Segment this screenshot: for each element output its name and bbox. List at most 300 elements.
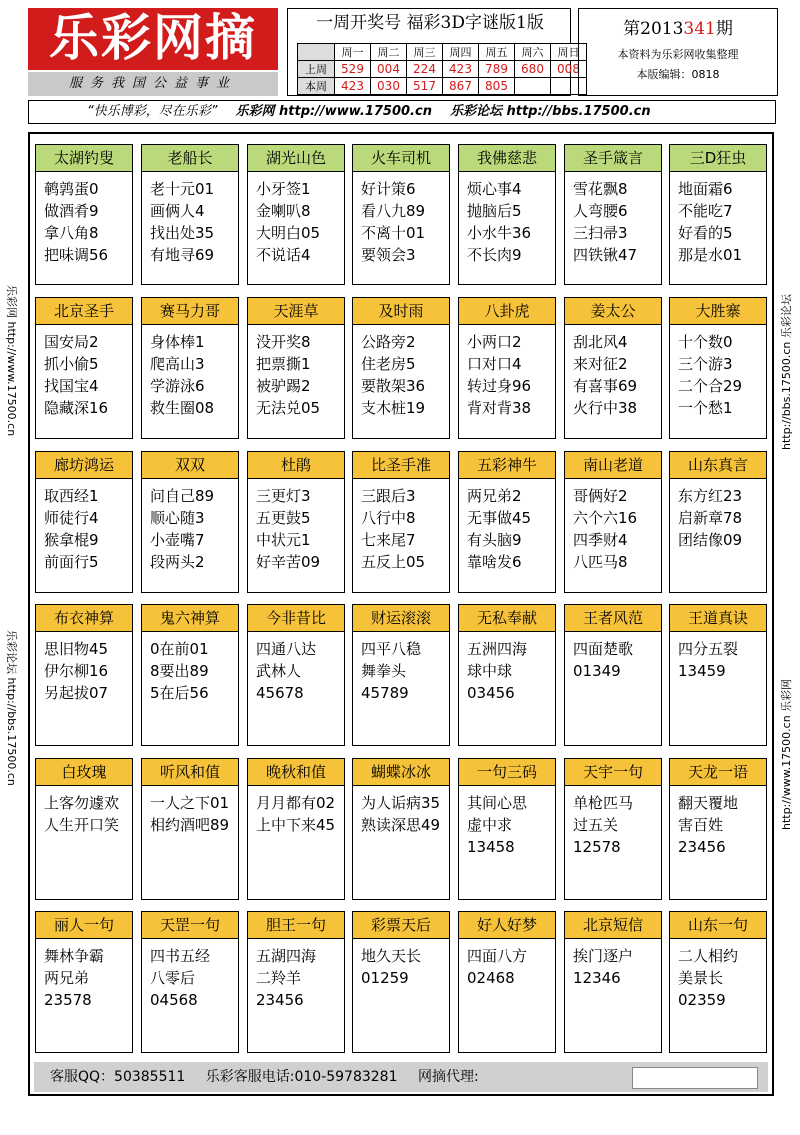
riddle-card-body <box>35 478 133 593</box>
riddle-card-title: 白玫瑰 <box>35 758 133 785</box>
riddle-line: 要领会3 <box>361 246 416 264</box>
riddle-card <box>564 911 662 1053</box>
draw-number: 030 <box>371 78 407 95</box>
issue-number <box>580 14 776 39</box>
riddle-card-body <box>564 478 662 593</box>
riddle-line: 四季财4 <box>573 531 628 549</box>
slogan-bar <box>28 100 776 124</box>
riddle-line: 国安局2 <box>44 333 99 351</box>
riddle-card <box>564 758 662 900</box>
riddle-line: 八匹马8 <box>573 553 628 571</box>
riddle-line: 老十元01 <box>150 180 215 198</box>
riddle-card <box>247 144 345 285</box>
riddle-card-body <box>352 478 450 593</box>
riddle-line: 五洲四海 <box>467 640 528 658</box>
riddle-card-body <box>247 324 345 439</box>
forum-link[interactable]: 乐彩论坛 http://bbs.17500.cn <box>449 104 651 119</box>
riddle-line: 四通八达 <box>256 640 317 658</box>
riddle-line: 鹌鹑蛋0 <box>44 180 99 198</box>
draw-number: 529 <box>335 61 371 78</box>
riddle-line: 23456 <box>256 991 304 1009</box>
riddle-line: 另起拔07 <box>44 684 109 702</box>
riddle-card-body <box>35 171 133 285</box>
riddle-card-body <box>247 478 345 593</box>
riddle-card-body <box>669 785 767 900</box>
riddle-line: 口对口4 <box>467 355 522 373</box>
draw-number <box>515 78 551 95</box>
riddle-line: 无事做45 <box>467 509 532 527</box>
riddle-line: 烦心事4 <box>467 180 522 198</box>
riddle-line: 八零后 <box>150 969 196 987</box>
riddle-line: 顺心随3 <box>150 509 205 527</box>
riddle-line: 五湖四海 <box>256 947 317 965</box>
riddle-card-body <box>458 478 556 593</box>
riddle-line: 45678 <box>256 684 304 702</box>
riddle-card <box>458 604 556 746</box>
riddle-card-title: 廊坊鸿运 <box>35 451 133 478</box>
riddle-card-body <box>564 631 662 746</box>
riddle-line: 有地寻69 <box>150 246 215 264</box>
riddle-line: 二人相约 <box>678 947 739 965</box>
riddle-line: 一人之下01 <box>150 794 230 812</box>
riddle-line: 13458 <box>467 838 515 856</box>
riddle-line: 哥俩好2 <box>573 487 628 505</box>
riddle-card <box>458 451 556 593</box>
riddle-line: 小牙签1 <box>256 180 311 198</box>
riddle-card-body <box>141 171 239 285</box>
riddle-card-title: 今非昔比 <box>247 604 345 631</box>
riddle-card-title: 财运滚滚 <box>352 604 450 631</box>
riddle-line: 一个愁1 <box>678 399 733 417</box>
riddle-card-body <box>141 785 239 900</box>
riddle-line: 04568 <box>150 991 198 1009</box>
riddle-card-title: 老船长 <box>141 144 239 171</box>
riddle-line: 人生开口笑 <box>44 816 120 834</box>
riddle-line: 四书五经 <box>150 947 211 965</box>
riddle-card-body <box>458 938 556 1053</box>
riddle-card-body <box>564 324 662 439</box>
riddle-card-title: 听风和值 <box>141 758 239 785</box>
riddle-card <box>35 451 133 593</box>
riddle-line: 被驴踢2 <box>256 377 311 395</box>
side-text-left-bottom: 乐彩论坛 http://bbs.17500.cn <box>5 630 18 786</box>
agent-box <box>632 1067 758 1089</box>
draw-table-head <box>298 44 587 61</box>
riddle-line: 两兄弟2 <box>467 487 522 505</box>
riddle-card-title: 八卦虎 <box>458 297 556 324</box>
riddle-card-title: 我佛慈悲 <box>458 144 556 171</box>
riddle-card <box>458 297 556 439</box>
riddle-line: 舞林争霸 <box>44 947 105 965</box>
riddle-card <box>669 758 767 900</box>
riddle-card <box>141 297 239 439</box>
riddle-line: 02359 <box>678 991 726 1009</box>
day-header: 周日 <box>551 44 587 61</box>
riddle-line: 不离十01 <box>361 224 426 242</box>
riddle-line: 为人诟病35 <box>361 794 441 812</box>
riddle-card-body <box>35 324 133 439</box>
day-header: 周五 <box>479 44 515 61</box>
draw-row-this-week <box>298 78 587 95</box>
riddle-card <box>458 758 556 900</box>
riddle-line: 东方红23 <box>678 487 743 505</box>
riddle-card-title: 晚秋和值 <box>247 758 345 785</box>
draw-number: 517 <box>407 78 443 95</box>
riddle-line: 三扫帚3 <box>573 224 628 242</box>
riddle-card-body <box>352 938 450 1053</box>
riddle-line: 害百姓 <box>678 816 724 834</box>
draw-table-corner <box>298 44 335 61</box>
riddle-card <box>352 297 450 439</box>
riddle-line: 思旧物45 <box>44 640 109 658</box>
site-link[interactable]: 乐彩网 http://www.17500.cn <box>235 104 432 119</box>
riddle-card-body <box>35 785 133 900</box>
riddle-card <box>669 297 767 439</box>
day-header: 周二 <box>371 44 407 61</box>
day-header: 周六 <box>515 44 551 61</box>
riddle-line: 伊尔柳16 <box>44 662 109 680</box>
riddle-card <box>35 604 133 746</box>
riddle-card <box>352 144 450 285</box>
riddle-card <box>141 758 239 900</box>
riddle-line: 45789 <box>361 684 409 702</box>
draw-number: 789 <box>479 61 515 78</box>
draw-number: 805 <box>479 78 515 95</box>
riddle-line: 团结像09 <box>678 531 743 549</box>
riddle-line: 好看的5 <box>678 224 733 242</box>
riddle-line: 舞拳头 <box>361 662 407 680</box>
riddle-line: 其间心思 <box>467 794 528 812</box>
riddle-card-body <box>141 631 239 746</box>
riddle-card-title: 三D狂虫 <box>669 144 767 171</box>
logo: 乐彩网摘 <box>49 8 257 67</box>
riddle-line: 好计策6 <box>361 180 416 198</box>
riddle-line: 段两头2 <box>150 553 205 571</box>
riddle-card-title: 王道真诀 <box>669 604 767 631</box>
riddle-card-title: 蝴蝶冰冰 <box>352 758 450 785</box>
riddle-line: 五反上05 <box>361 553 426 571</box>
riddle-line: 把味调56 <box>44 246 109 264</box>
slogan-quote: “快乐博彩，尽在乐彩” <box>87 104 218 119</box>
riddle-line: 找出处35 <box>150 224 215 242</box>
riddle-line: 公路旁2 <box>361 333 416 351</box>
riddle-card <box>141 911 239 1053</box>
draw-row-last-week <box>298 61 587 78</box>
riddle-card <box>35 911 133 1053</box>
riddle-card-body <box>352 631 450 746</box>
riddle-card-title: 比圣手准 <box>352 451 450 478</box>
riddle-card-body <box>564 785 662 900</box>
riddle-card-title: 一句三码 <box>458 758 556 785</box>
riddle-card <box>35 297 133 439</box>
riddle-line: 不长肉9 <box>467 246 522 264</box>
riddle-line: 0在前01 <box>150 640 209 658</box>
riddle-line: 有头脑9 <box>467 531 522 549</box>
riddle-card-body <box>141 478 239 593</box>
riddle-line: 虚中求 <box>467 816 513 834</box>
riddle-card-body <box>564 171 662 285</box>
riddle-card-title: 姜太公 <box>564 297 662 324</box>
footer-agent: 网摘代理: <box>417 1069 479 1085</box>
riddle-line: 来对征2 <box>573 355 628 373</box>
riddle-card-body <box>35 631 133 746</box>
riddle-line: 03456 <box>467 684 515 702</box>
riddle-card-body <box>247 785 345 900</box>
riddle-card-body <box>458 631 556 746</box>
riddle-card-body <box>669 171 767 285</box>
riddle-card-title: 北京圣手 <box>35 297 133 324</box>
riddle-line: 火行中38 <box>573 399 638 417</box>
riddle-line: 支木桩19 <box>361 399 426 417</box>
riddle-card-title: 天罡一句 <box>141 911 239 938</box>
issue-source-note: 本资料为乐彩网收集整理 <box>617 48 739 61</box>
riddle-card-title: 大胜寨 <box>669 297 767 324</box>
riddle-line: 二个合29 <box>678 377 743 395</box>
riddle-line: 身体棒1 <box>150 333 205 351</box>
riddle-line: 把票撕1 <box>256 355 311 373</box>
riddle-card <box>141 144 239 285</box>
riddle-card <box>247 911 345 1053</box>
riddle-line: 相约酒吧89 <box>150 816 230 834</box>
riddle-card-title: 天涯草 <box>247 297 345 324</box>
riddle-line: 抛脑后5 <box>467 202 522 220</box>
draw-number: 008 <box>551 61 587 78</box>
riddle-card-title: 布衣神算 <box>35 604 133 631</box>
day-header: 周四 <box>443 44 479 61</box>
riddle-line: 三跟后3 <box>361 487 416 505</box>
riddle-card <box>141 451 239 593</box>
riddle-card-title: 五彩神牛 <box>458 451 556 478</box>
draw-panel-title: 一周开奖号 福彩3D字谜版1版 <box>316 13 544 33</box>
riddle-line: 二羚羊 <box>256 969 302 987</box>
riddle-line: 背对背38 <box>467 399 532 417</box>
riddle-line: 不能吃7 <box>678 202 733 220</box>
draw-number: 680 <box>515 61 551 78</box>
riddle-card-title: 赛马力哥 <box>141 297 239 324</box>
day-header: 周一 <box>335 44 371 61</box>
riddle-line: 过五关 <box>573 816 619 834</box>
riddle-line: 雪花飘8 <box>573 180 628 198</box>
logo-subtitle: 服务我国公益事业 <box>28 72 278 96</box>
riddle-line: 刮北风4 <box>573 333 628 351</box>
riddle-card <box>352 604 450 746</box>
riddle-card <box>458 144 556 285</box>
riddle-line: 找国宝4 <box>44 377 99 395</box>
riddle-card-title: 彩票天后 <box>352 911 450 938</box>
riddle-line: 小两口2 <box>467 333 522 351</box>
riddle-card <box>564 297 662 439</box>
riddle-line: 救生圈08 <box>150 399 215 417</box>
riddle-card <box>352 451 450 593</box>
riddle-line: 五更鼓5 <box>256 509 311 527</box>
riddle-card-body <box>141 938 239 1053</box>
riddle-line: 23456 <box>678 838 726 856</box>
riddle-line: 01259 <box>361 969 409 987</box>
riddle-line: 小水牛36 <box>467 224 532 242</box>
riddle-line: 隐藏深16 <box>44 399 109 417</box>
riddle-line: 地久天长 <box>361 947 422 965</box>
riddle-line: 挨门逐户 <box>573 947 634 965</box>
riddle-card-body <box>669 938 767 1053</box>
riddle-card-body <box>669 478 767 593</box>
riddle-card-body <box>669 324 767 439</box>
riddle-line: 爬高山3 <box>150 355 205 373</box>
riddle-line: 金喇叭8 <box>256 202 311 220</box>
riddle-card <box>247 604 345 746</box>
riddle-card-body <box>458 324 556 439</box>
riddle-card <box>35 758 133 900</box>
riddle-line: 画俩人4 <box>150 202 205 220</box>
riddle-card-title: 山东一句 <box>669 911 767 938</box>
riddle-line: 01349 <box>573 662 621 680</box>
row-label: 上周 <box>298 61 335 78</box>
riddle-line: 小壶嘴7 <box>150 531 205 549</box>
riddle-line: 看八九89 <box>361 202 426 220</box>
issue-editor: 本版编辑：0818 <box>636 68 720 81</box>
riddle-line: 13459 <box>678 662 726 680</box>
riddle-line: 要散架36 <box>361 377 426 395</box>
riddle-card <box>669 451 767 593</box>
riddle-line: 七来尾7 <box>361 531 416 549</box>
riddle-line: 四铁锹47 <box>573 246 638 264</box>
riddle-line: 住老房5 <box>361 355 416 373</box>
riddle-line: 23578 <box>44 991 92 1009</box>
riddle-line: 四面楚歌 <box>573 640 634 658</box>
side-text-left-top: 乐彩网 http://www.17500.cn <box>5 285 18 437</box>
riddle-line: 师徒行4 <box>44 509 99 527</box>
riddle-card <box>564 604 662 746</box>
riddle-line: 5在后56 <box>150 684 209 702</box>
riddle-line <box>678 551 766 573</box>
riddle-card-title: 火车司机 <box>352 144 450 171</box>
riddle-card-body <box>458 785 556 900</box>
riddle-line: 十个数0 <box>678 333 733 351</box>
riddle-card-title: 南山老道 <box>564 451 662 478</box>
riddle-card-body <box>458 171 556 285</box>
riddle-card <box>141 604 239 746</box>
riddle-card-title: 圣手箴言 <box>564 144 662 171</box>
riddle-line: 不说话4 <box>256 246 311 264</box>
riddle-card-body <box>669 631 767 746</box>
riddle-card <box>247 451 345 593</box>
riddle-card-title: 鬼六神算 <box>141 604 239 631</box>
riddle-line: 12578 <box>573 838 621 856</box>
issue-prefix: 第2013 <box>623 19 684 39</box>
riddle-line: 启新章78 <box>678 509 743 527</box>
riddle-line: 上客勿遽欢 <box>44 794 120 812</box>
issue-num: 341 <box>683 19 716 39</box>
riddle-line: 大明白05 <box>256 224 321 242</box>
row-label: 本周 <box>298 78 335 95</box>
footer-bar <box>34 1062 768 1092</box>
riddle-card-title: 山东真言 <box>669 451 767 478</box>
riddle-line: 好辛苦09 <box>256 553 321 571</box>
riddle-card <box>669 911 767 1053</box>
day-header: 周三 <box>407 44 443 61</box>
riddle-line: 武林人 <box>256 662 302 680</box>
draw-number: 224 <box>407 61 443 78</box>
riddle-card-title: 天龙一语 <box>669 758 767 785</box>
riddle-line: 四分五裂 <box>678 640 739 658</box>
riddle-line: 猴拿棍9 <box>44 531 99 549</box>
riddle-card-body <box>247 938 345 1053</box>
riddle-card-title: 天宇一句 <box>564 758 662 785</box>
riddle-card-body <box>352 324 450 439</box>
riddle-card <box>247 758 345 900</box>
riddle-card <box>564 144 662 285</box>
draw-number: 004 <box>371 61 407 78</box>
riddle-line: 学游泳6 <box>150 377 205 395</box>
riddle-line: 前面行5 <box>44 553 99 571</box>
riddle-card-title: 无私奉献 <box>458 604 556 631</box>
riddle-line: 02468 <box>467 969 515 987</box>
riddle-line: 有喜事69 <box>573 377 638 395</box>
riddle-card-body <box>247 631 345 746</box>
footer-qq: 客服QQ：50385511 <box>50 1069 186 1085</box>
riddle-line: 地面霜6 <box>678 180 733 198</box>
side-text-right-top: http://bbs.17500.cn 乐彩论坛 <box>780 294 793 450</box>
riddle-line: 三更灯3 <box>256 487 311 505</box>
riddle-line: 人弯腰6 <box>573 202 628 220</box>
riddle-card <box>458 911 556 1053</box>
riddle-card <box>564 451 662 593</box>
riddle-card <box>352 758 450 900</box>
riddle-line: 8要出89 <box>150 662 209 680</box>
riddle-line: 四面八方 <box>467 947 528 965</box>
draw-number: 423 <box>335 78 371 95</box>
riddle-line: 三个游3 <box>678 355 733 373</box>
riddle-line: 那是水01 <box>678 246 743 264</box>
riddle-card <box>35 144 133 285</box>
riddle-line: 两兄弟 <box>44 969 90 987</box>
riddle-card-title: 太湖钓叟 <box>35 144 133 171</box>
riddle-card-body <box>564 938 662 1053</box>
riddle-line: 翻天覆地 <box>678 794 739 812</box>
riddle-line: 问自己89 <box>150 487 215 505</box>
riddle-line: 八行中8 <box>361 509 416 527</box>
footer-phone: 乐彩客服电话:010-59783281 <box>205 1069 398 1085</box>
riddle-line: 上中下来45 <box>256 816 336 834</box>
issue-suffix: 期 <box>715 19 733 39</box>
riddle-line: 12346 <box>573 969 621 987</box>
riddle-card-body <box>247 171 345 285</box>
riddle-card-title: 胆王一句 <box>247 911 345 938</box>
riddle-card-title: 北京短信 <box>564 911 662 938</box>
riddle-card-title: 丽人一句 <box>35 911 133 938</box>
draw-number: 423 <box>443 61 479 78</box>
riddle-card <box>352 911 450 1053</box>
riddle-line: 四平八稳 <box>361 640 422 658</box>
riddle-line: 六个六16 <box>573 509 638 527</box>
riddle-line: 取西经1 <box>44 487 99 505</box>
side-text-right-bottom: http://www.17500.cn 乐彩网 <box>780 678 793 830</box>
riddle-line: 单枪匹马 <box>573 794 634 812</box>
riddle-card-title: 王者风范 <box>564 604 662 631</box>
draw-number: 867 <box>443 78 479 95</box>
riddle-line: 月月都有02 <box>256 794 336 812</box>
riddle-card-body <box>35 938 133 1053</box>
draw-table <box>297 43 587 95</box>
riddle-card-title: 双双 <box>141 451 239 478</box>
riddle-card-body <box>141 324 239 439</box>
riddle-card-body <box>352 171 450 285</box>
riddle-line: 中状元1 <box>256 531 311 549</box>
riddle-line: 球中球 <box>467 662 513 680</box>
riddle-card-body <box>352 785 450 900</box>
riddle-card-title: 及时雨 <box>352 297 450 324</box>
riddle-line: 熟读深思49 <box>361 816 441 834</box>
riddle-card-title: 杜鹃 <box>247 451 345 478</box>
